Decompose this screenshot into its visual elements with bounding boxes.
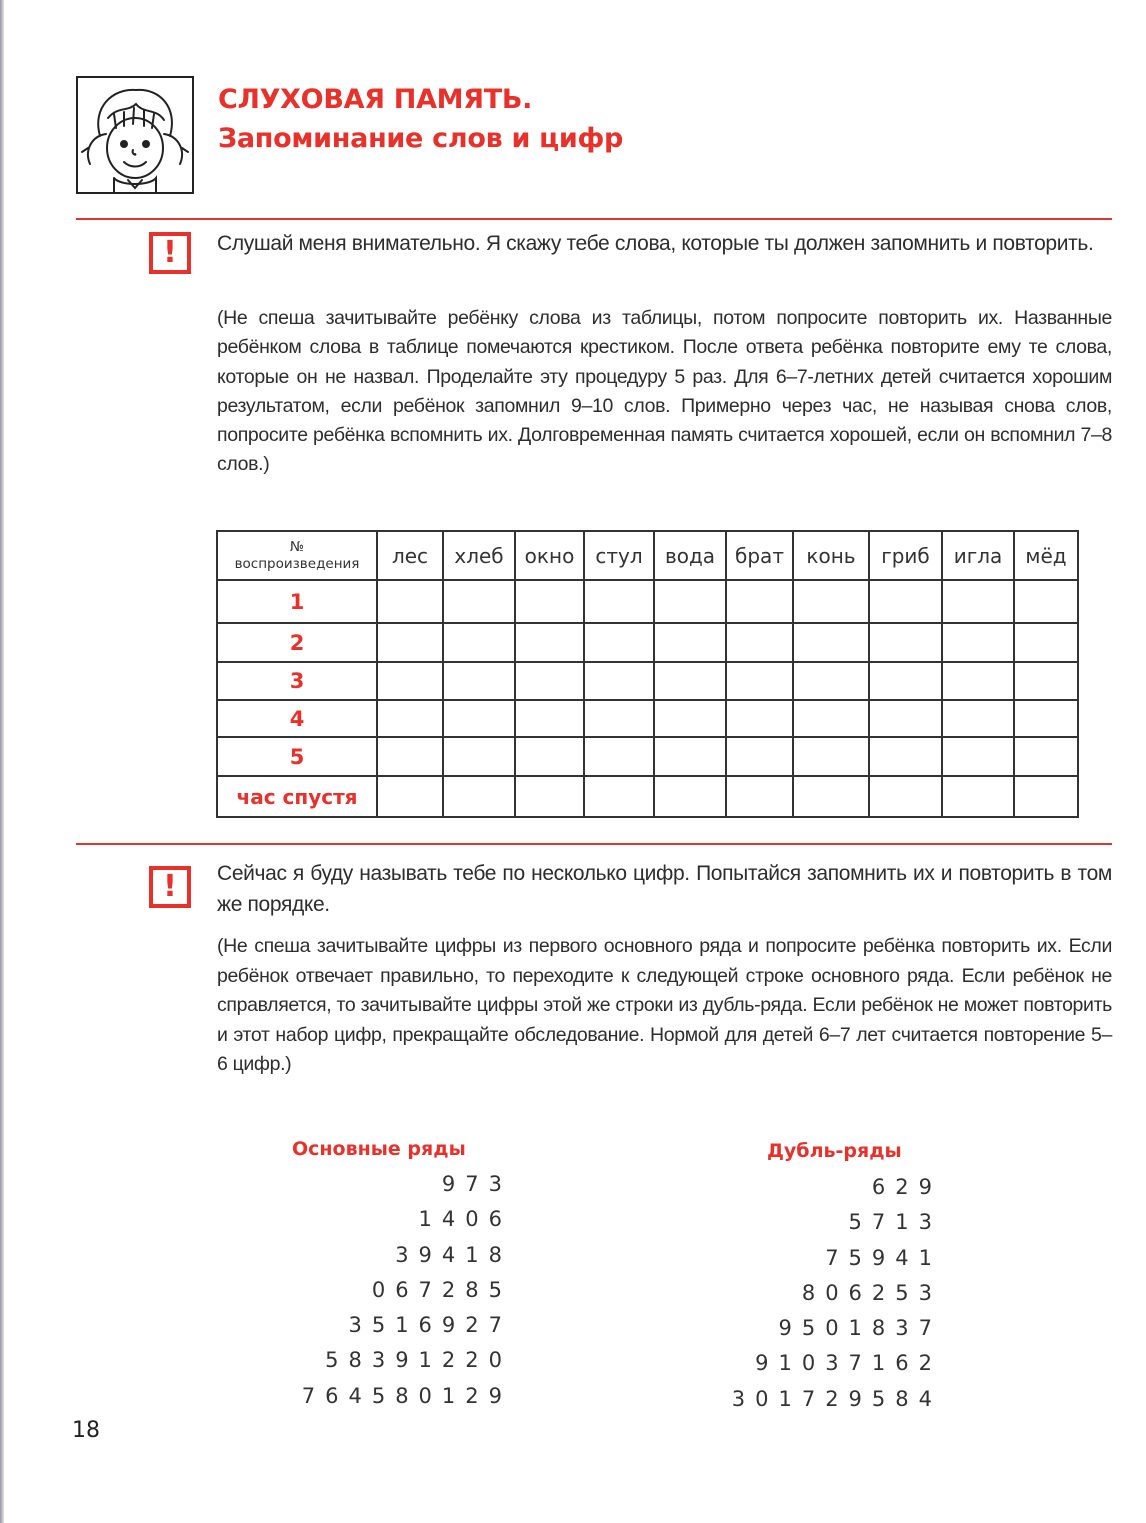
answer-cell[interactable] <box>942 776 1014 817</box>
answer-cell[interactable] <box>377 623 443 662</box>
answer-cell[interactable] <box>443 623 515 662</box>
page-number: 18 <box>72 1418 100 1443</box>
answer-cell[interactable] <box>654 662 726 700</box>
column-header-word: гриб <box>869 531 942 580</box>
title-line-1: СЛУХОВАЯ ПАМЯТЬ. <box>218 84 533 115</box>
answer-cell[interactable] <box>793 662 869 700</box>
answer-cell[interactable] <box>584 776 654 817</box>
exclamation-icon: ! <box>149 866 191 908</box>
double-series-title: Дубль-ряды <box>767 1140 902 1162</box>
column-header-word: брат <box>726 531 793 580</box>
double-series-row: 91037162 <box>755 1351 942 1376</box>
main-series-row: 58391220 <box>325 1348 512 1373</box>
answer-cell[interactable] <box>584 662 654 700</box>
answer-cell[interactable] <box>793 580 869 623</box>
answer-cell[interactable] <box>726 776 793 817</box>
answer-cell[interactable] <box>515 776 584 817</box>
section-divider-2 <box>76 843 1112 845</box>
answer-cell[interactable] <box>584 580 654 623</box>
answer-cell[interactable] <box>654 700 726 737</box>
main-series-row: 067285 <box>371 1277 512 1302</box>
answer-cell[interactable] <box>869 737 942 776</box>
note-digits: (Не спеша зачитывайте цифры из первого основного ряда и попросите ребёнка повторить их. Если ребёнок отвечает правильно, то переходите к следующей строке основного ряда. Если ребёнок не справляется, то зачитывайте цифры этой же строки из дубль-ряда. Если ребёнок не может повторить и этот набор цифр, прекращайте обследование. Нормой для детей 6–7 лет считается повторение 5–6 цифр.) <box>217 935 1112 1075</box>
table-row <box>217 662 1078 700</box>
answer-cell[interactable] <box>793 623 869 662</box>
answer-cell[interactable] <box>942 700 1014 737</box>
answer-cell[interactable] <box>726 700 793 737</box>
answer-cell[interactable] <box>869 580 942 623</box>
column-header-reproduction-number <box>217 531 377 580</box>
answer-cell[interactable] <box>654 580 726 623</box>
main-series-row: 1406 <box>418 1207 512 1232</box>
double-series-row: 301729584 <box>731 1386 942 1411</box>
table-row <box>217 700 1078 737</box>
answer-cell[interactable] <box>443 662 515 700</box>
girl-portrait-illustration <box>76 76 194 194</box>
answer-cell[interactable] <box>584 737 654 776</box>
column-header-word: лес <box>377 531 443 580</box>
row-label: час спустя <box>217 776 377 817</box>
word-recall-table <box>216 530 1079 818</box>
answer-cell[interactable] <box>584 700 654 737</box>
main-series-row: 39418 <box>395 1242 512 1267</box>
row-label: 5 <box>217 737 377 776</box>
answer-cell[interactable] <box>726 737 793 776</box>
num-header-label: воспроизведения <box>234 555 360 572</box>
answer-cell[interactable] <box>584 623 654 662</box>
table-row <box>217 623 1078 662</box>
title-line-2: Запоминание слов и цифр <box>218 123 624 154</box>
answer-cell[interactable] <box>443 737 515 776</box>
answer-cell[interactable] <box>377 580 443 623</box>
double-series-row: 9501837 <box>778 1316 942 1341</box>
section-divider-1 <box>76 218 1112 220</box>
note-words: (Не спеша зачитывайте ребёнку слова из таблицы, потом попросите повторить их. Названные ребёнком слова в таблице помечаются крестиком. После ответа ребёнка повторите ему те слова, которые он не назвал. Проделайте эту процедуру 5 раз. Для 6–7-летних детей считается хорошим результатом, если ребёнок запомнил 9–10 слов. Примерно через час, не называя снова слов, попросите ребёнка вспомнить их. Долговременная память считается хорошей, если он вспомнил 7–8 слов.) <box>217 307 1112 476</box>
main-series-row: 764580129 <box>301 1383 512 1408</box>
page-title <box>218 80 623 158</box>
answer-cell[interactable] <box>377 737 443 776</box>
main-series-title: Основные ряды <box>292 1138 466 1160</box>
answer-cell[interactable] <box>1014 737 1078 776</box>
answer-cell[interactable] <box>793 737 869 776</box>
answer-cell[interactable] <box>654 623 726 662</box>
column-header-word: окно <box>515 531 584 580</box>
answer-cell[interactable] <box>377 662 443 700</box>
answer-cell[interactable] <box>443 580 515 623</box>
answer-cell[interactable] <box>377 700 443 737</box>
answer-cell[interactable] <box>942 662 1014 700</box>
answer-cell[interactable] <box>942 623 1014 662</box>
answer-cell[interactable] <box>654 776 726 817</box>
column-header-word: конь <box>793 531 869 580</box>
answer-cell[interactable] <box>869 776 942 817</box>
row-label: 1 <box>217 580 377 623</box>
answer-cell[interactable] <box>515 623 584 662</box>
column-header-word: игла <box>942 531 1014 580</box>
girl-face-icon <box>78 78 192 192</box>
answer-cell[interactable] <box>793 776 869 817</box>
answer-cell[interactable] <box>443 700 515 737</box>
answer-cell[interactable] <box>1014 623 1078 662</box>
column-header-word: стул <box>584 531 654 580</box>
answer-cell[interactable] <box>1014 580 1078 623</box>
instruction-digits: Сейчас я буду называть тебе по несколько цифр. Попытайся запомнить их и повторить в том же порядке. <box>217 862 1112 916</box>
main-series-list <box>302 1167 512 1414</box>
answer-cell[interactable] <box>654 737 726 776</box>
answer-cell[interactable] <box>869 623 942 662</box>
answer-cell[interactable] <box>793 700 869 737</box>
row-label: 2 <box>217 623 377 662</box>
num-sign: № <box>289 538 305 555</box>
answer-cell[interactable] <box>377 776 443 817</box>
table-header-row <box>217 531 1078 580</box>
column-header-word: мёд <box>1014 531 1078 580</box>
answer-cell[interactable] <box>726 580 793 623</box>
double-series-row: 629 <box>871 1175 942 1199</box>
answer-cell[interactable] <box>1014 700 1078 737</box>
table-row <box>217 776 1078 817</box>
double-series-row: 5713 <box>848 1210 942 1235</box>
answer-cell[interactable] <box>726 662 793 700</box>
row-label: 3 <box>217 662 377 700</box>
main-series-row: 3516927 <box>348 1313 512 1338</box>
answer-cell[interactable] <box>1014 776 1078 817</box>
column-header-word: хлеб <box>443 531 515 580</box>
answer-cell[interactable] <box>515 580 584 623</box>
answer-cell[interactable] <box>515 700 584 737</box>
page-binding-edge <box>0 0 4 1523</box>
row-label: 4 <box>217 700 377 737</box>
answer-cell[interactable] <box>869 662 942 700</box>
table-row <box>217 737 1078 776</box>
answer-cell[interactable] <box>942 580 1014 623</box>
instruction-words: Слушай меня внимательно. Я скажу тебе слова, которые ты должен запомнить и повторить. <box>217 232 1094 255</box>
answer-cell[interactable] <box>443 776 515 817</box>
table-row <box>217 580 1078 623</box>
double-series-row: 75941 <box>825 1245 942 1270</box>
answer-cell[interactable] <box>515 662 584 700</box>
double-series-row: 806253 <box>801 1280 942 1305</box>
column-header-word: вода <box>654 531 726 580</box>
answer-cell[interactable] <box>942 737 1014 776</box>
answer-cell[interactable] <box>1014 662 1078 700</box>
answer-cell[interactable] <box>515 737 584 776</box>
answer-cell[interactable] <box>869 700 942 737</box>
exclamation-icon: ! <box>149 232 191 274</box>
answer-cell[interactable] <box>726 623 793 662</box>
double-series-list <box>732 1170 942 1417</box>
main-series-row: 973 <box>441 1172 512 1196</box>
